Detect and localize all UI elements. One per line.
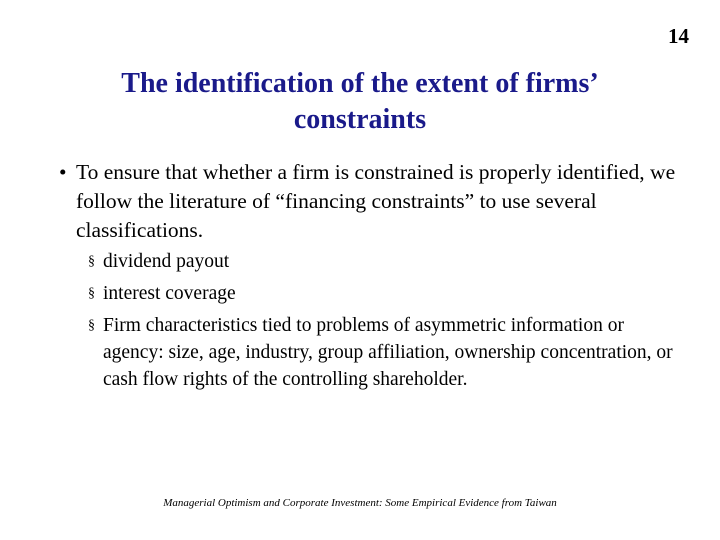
- sub-bullet-text: Firm characteristics tied to problems of asymmetric information or agency: size, age, industry, group affiliation, ownership concentration, or cash flow rights of the controlling shareholder.: [103, 315, 673, 390]
- sub-bullet-list: [88, 248, 678, 398]
- sub-bullet-item: [88, 248, 678, 275]
- title-line-2: constraints: [293, 104, 427, 135]
- sub-bullet-marker: §: [88, 254, 95, 269]
- sub-bullet-text: interest coverage: [103, 283, 236, 304]
- main-bullet: [59, 158, 679, 245]
- sub-bullet-marker: §: [88, 318, 95, 333]
- page-number: 14: [668, 24, 689, 48]
- slide-footer: Managerial Optimism and Corporate Investment: Some Empirical Evidence from Taiwan: [163, 497, 557, 509]
- sub-bullet-text: dividend payout: [103, 251, 230, 272]
- sub-bullet-item: [88, 280, 678, 307]
- slide-title: [40, 66, 680, 138]
- sub-bullet-marker: §: [88, 286, 95, 301]
- title-line-1: The identification of the extent of firms’: [121, 68, 599, 99]
- bullet-marker: •: [59, 160, 67, 184]
- sub-bullet-item: [88, 312, 678, 393]
- main-bullet-text: To ensure that whether a firm is constrained is properly identified, we follow the literature of “financing constraints” to use several classifications.: [76, 160, 676, 242]
